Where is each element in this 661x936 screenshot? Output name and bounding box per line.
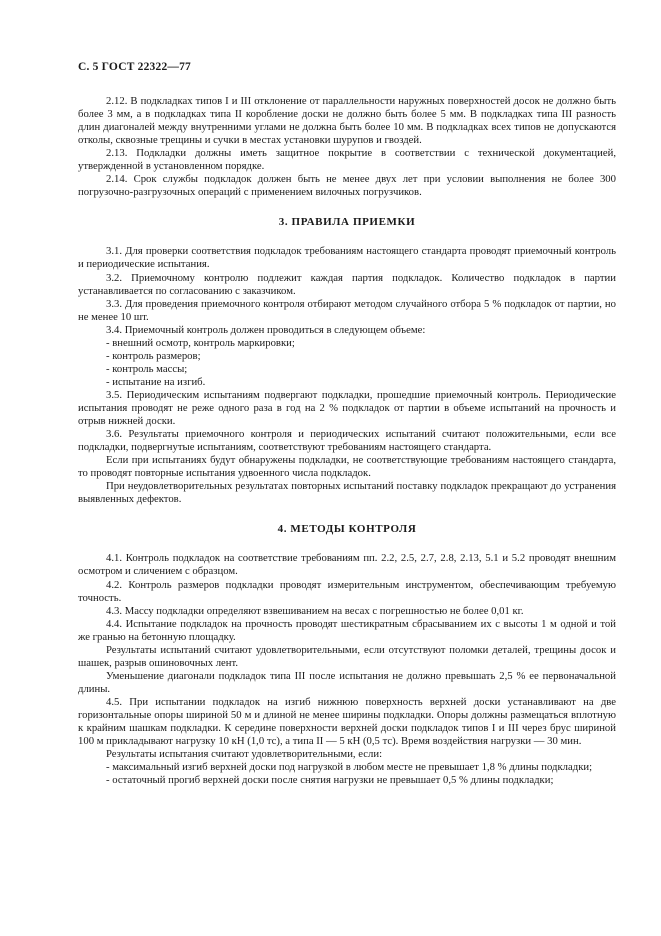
list-item: - внешний осмотр, контроль маркировки; <box>106 336 295 349</box>
paragraph: Результаты испытаний считают удовлетворительными, если отсутствуют поломки деталей, трещины досок и шашек, разрыв ошиновочных лент. <box>78 643 616 669</box>
list-item: - максимальный изгиб верхней доски под нагрузкой в любом месте не превышает 1,8 % длины подкладки; <box>106 761 593 774</box>
paragraph: 2.14. Срок службы подкладок должен быть не менее двух лет при условии выполнения не более 300 погрузочно-разгрузочных операций с применением вилочных погрузчиков. <box>78 173 616 199</box>
paragraph: 3.4. Приемочный контроль должен проводиться в следующем объеме: <box>106 323 426 336</box>
paragraph: Если при испытаниях будут обнаружены подкладки, не соответствующие требованиям настоящего стандарта, то проводят повторные испытания удвоенного числа подкладок. <box>78 454 616 480</box>
list-item: - испытание на изгиб. <box>106 375 206 388</box>
list-item: - остаточный прогиб верхней доски после снятия нагрузки не превышает 0,5 % длины подкладки; <box>106 774 554 787</box>
paragraph: 4.5. При испытании подкладок на изгиб нижнюю поверхность верхней доски устанавливают на две горизонтальные опоры шириной 50 м и длиной не менее ширины подкладки. Опоры должны размещаться вплотную к крайним шашкам подкладки. К середине поверхности верхней доски подкладок типов I и III через брус шириной 100 м прикладывают нагрузку 10 кН (1,0 тс), а типа II — 5 кН (0,5 тс). Время воздействия нагрузки — 30 мин. <box>78 695 616 748</box>
paragraph: 3.2. Приемочному контролю подлежит каждая партия подкладок. Количество подкладок в партии устанавливается по согласованию с заказчиком. <box>78 271 616 297</box>
paragraph: 3.6. Результаты приемочного контроля и периодических испытаний считают положительными, если все подкладки, подвергнутые испытаниям, соответствуют требованиям настоящего стандарта. <box>78 428 616 454</box>
paragraph: 3.5. Периодическим испытаниям подвергают подкладки, прошедшие приемочный контроль. Периодические испытания проводят не реже одного раза в год на 2 % подкладок от партии в объеме испытаний на прочность и отрыв нижней доски. <box>78 388 616 428</box>
paragraph: 4.2. Контроль размеров подкладки проводят измерительным инструментом, обеспечивающим требуемую точность. <box>78 578 616 604</box>
section-heading: 4. МЕТОДЫ КОНТРОЛЯ <box>277 523 417 536</box>
paragraph: 4.1. Контроль подкладок на соответствие требованиям пп. 2.2, 2.5, 2.7, 2.8, 2.13, 5.1 и 5.2 проводят внешним осмотром и сличением с образцом. <box>78 552 616 578</box>
paragraph: 2.13. Подкладки должны иметь защитное покрытие в соответствии с технической документацией, утвержденной в установленном порядке. <box>78 147 616 173</box>
document-body <box>78 95 616 787</box>
paragraph: 3.1. Для проверки соответствия подкладок требованиям настоящего стандарта проводят приемочный контроль и периодические испытания. <box>78 245 616 271</box>
paragraph: 4.3. Массу подкладки определяют взвешиванием на весах с погрешностью не более 0,01 кг. <box>106 604 524 617</box>
paragraph: Уменьшение диагонали подкладок типа III после испытания не должно превышать 2,5 % ее первоначальной длины. <box>78 669 616 695</box>
list-item: - контроль массы; <box>106 362 188 375</box>
paragraph: 2.12. В подкладках типов I и III отклонение от параллельности наружных поверхностей досок не должно быть более 3 мм, а в подкладках типа II коробление доски не должно быть более 5 мм. В подкладках типа III разность длин диагоналей между внутренними углами не должна быть более 10 мм. В подкладках всех типов не допускаются отколы, сквозные трещины и сучки в местах установки шурупов и гвоздей. <box>78 95 616 147</box>
paragraph: 4.4. Испытание подкладок на прочность проводят шестикратным сбрасыванием их с высоты 1 м одной и той же гранью на бетонную площадку. <box>78 617 616 643</box>
section-heading: 3. ПРАВИЛА ПРИЕМКИ <box>278 216 416 229</box>
page-header: С. 5 ГОСТ 22322—77 <box>78 61 191 73</box>
list-item: - контроль размеров; <box>106 349 201 362</box>
paragraph: При неудовлетворительных результатах повторных испытаний поставку подкладок прекращают до устранения выявленных дефектов. <box>78 480 616 506</box>
paragraph: Результаты испытания считают удовлетворительными, если: <box>106 748 383 761</box>
paragraph: 3.3. Для проведения приемочного контроля отбирают методом случайного отбора 5 % подкладок от партии, но не менее 10 шт. <box>78 297 616 323</box>
